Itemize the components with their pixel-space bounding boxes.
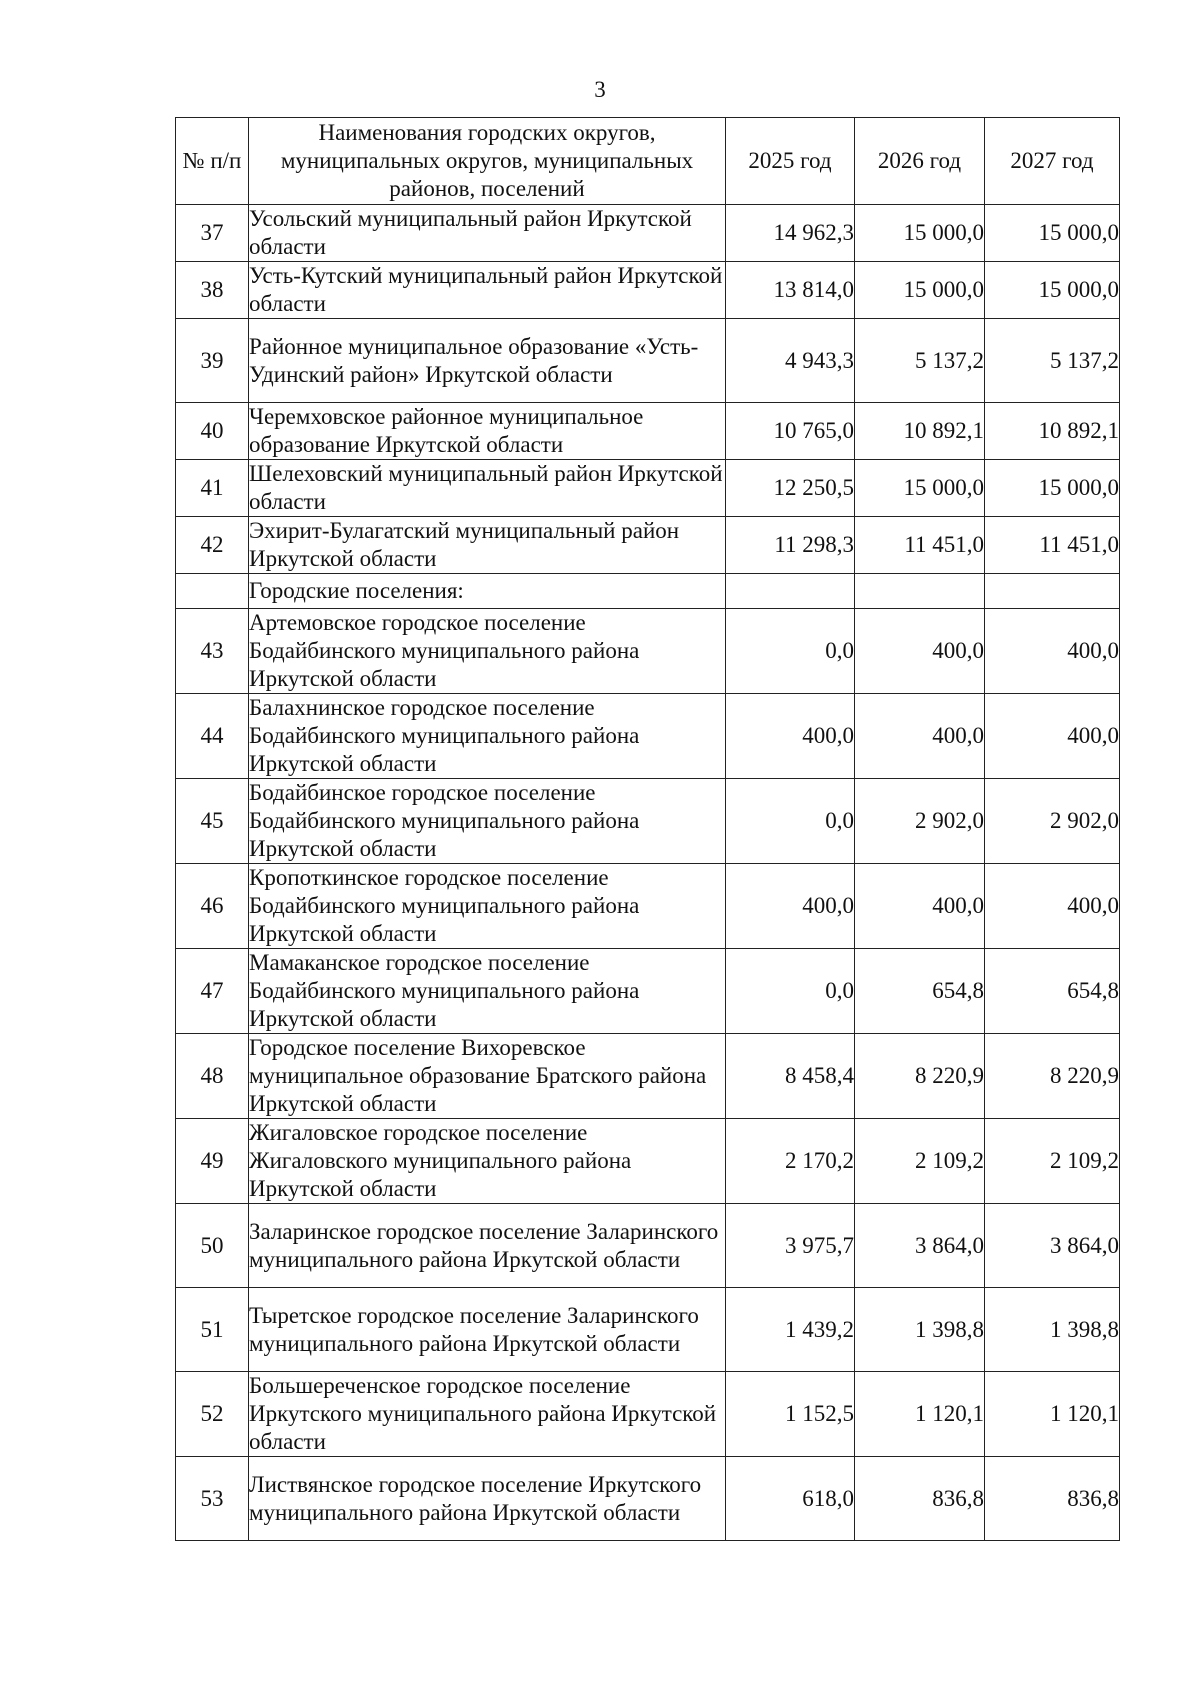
- value-2026: 15 000,0: [855, 460, 985, 517]
- table-row: [176, 205, 1120, 262]
- value-2025: 11 298,3: [726, 517, 855, 574]
- row-name: Листвянское городское поселение Иркутского муниципального района Иркутской области: [249, 1457, 726, 1541]
- section-row: [176, 574, 1120, 609]
- table-row: [176, 262, 1120, 319]
- row-name: Балахнинское городское поселение Бодайбинского муниципального района Иркутской области: [249, 694, 726, 779]
- value-2027: 2 902,0: [985, 779, 1120, 864]
- value-2025: 13 814,0: [726, 262, 855, 319]
- value-2026: 1 398,8: [855, 1288, 985, 1372]
- value-2025: 1 439,2: [726, 1288, 855, 1372]
- value-2025: 14 962,3: [726, 205, 855, 262]
- row-number: 42: [176, 517, 249, 574]
- value-2026: 400,0: [855, 694, 985, 779]
- value-2025: 3 975,7: [726, 1204, 855, 1288]
- row-name: Кропоткинское городское поселение Бодайбинского муниципального района Иркутской области: [249, 864, 726, 949]
- value-2026: 2 902,0: [855, 779, 985, 864]
- value-2025: 10 765,0: [726, 403, 855, 460]
- table-row: [176, 1372, 1120, 1457]
- table-row: [176, 1204, 1120, 1288]
- value-2027: 15 000,0: [985, 460, 1120, 517]
- row-number: 38: [176, 262, 249, 319]
- row-number: 44: [176, 694, 249, 779]
- value-2025: 0,0: [726, 609, 855, 694]
- row-number: 50: [176, 1204, 249, 1288]
- value-2026: 5 137,2: [855, 319, 985, 403]
- value-2025: 618,0: [726, 1457, 855, 1541]
- table-row: [176, 1119, 1120, 1204]
- value-2025: [726, 574, 855, 609]
- table-row: [176, 460, 1120, 517]
- value-2026: [855, 574, 985, 609]
- value-2025: 2 170,2: [726, 1119, 855, 1204]
- header-num: № п/п: [176, 118, 249, 205]
- table-row: [176, 1457, 1120, 1541]
- value-2027: 2 109,2: [985, 1119, 1120, 1204]
- row-number: 52: [176, 1372, 249, 1457]
- row-number: 53: [176, 1457, 249, 1541]
- value-2027: 400,0: [985, 609, 1120, 694]
- row-name: Бодайбинское городское поселение Бодайбинского муниципального района Иркутской области: [249, 779, 726, 864]
- row-number: 47: [176, 949, 249, 1034]
- row-name: Заларинское городское поселение Заларинского муниципального района Иркутской области: [249, 1204, 726, 1288]
- table-row: [176, 403, 1120, 460]
- value-2026: 1 120,1: [855, 1372, 985, 1457]
- row-number: 45: [176, 779, 249, 864]
- header-name: Наименования городских округов, муниципальных округов, муниципальных районов, поселений: [249, 118, 726, 205]
- value-2025: 400,0: [726, 864, 855, 949]
- value-2027: 400,0: [985, 694, 1120, 779]
- value-2025: 400,0: [726, 694, 855, 779]
- value-2027: 11 451,0: [985, 517, 1120, 574]
- value-2027: 3 864,0: [985, 1204, 1120, 1288]
- value-2026: 2 109,2: [855, 1119, 985, 1204]
- value-2027: 5 137,2: [985, 319, 1120, 403]
- value-2027: 836,8: [985, 1457, 1120, 1541]
- value-2025: 12 250,5: [726, 460, 855, 517]
- section-heading: Городские поселения:: [249, 574, 726, 609]
- page-number: 3: [594, 77, 606, 102]
- row-name: Усольский муниципальный район Иркутской области: [249, 205, 726, 262]
- value-2026: 654,8: [855, 949, 985, 1034]
- row-name: Жигаловское городское поселение Жигаловского муниципального района Иркутской области: [249, 1119, 726, 1204]
- row-number: 40: [176, 403, 249, 460]
- table-row: [176, 1034, 1120, 1119]
- row-name: Тыретское городское поселение Заларинского муниципального района Иркутской области: [249, 1288, 726, 1372]
- row-name: Мамаканское городское поселение Бодайбинского муниципального района Иркутской области: [249, 949, 726, 1034]
- value-2027: 400,0: [985, 864, 1120, 949]
- row-number: 48: [176, 1034, 249, 1119]
- row-number: 51: [176, 1288, 249, 1372]
- value-2026: 8 220,9: [855, 1034, 985, 1119]
- value-2027: [985, 574, 1120, 609]
- value-2026: 836,8: [855, 1457, 985, 1541]
- value-2027: 10 892,1: [985, 403, 1120, 460]
- row-name: Шелеховский муниципальный район Иркутской области: [249, 460, 726, 517]
- value-2027: 1 120,1: [985, 1372, 1120, 1457]
- row-number: 37: [176, 205, 249, 262]
- table-row: [176, 609, 1120, 694]
- row-name: Черемховское районное муниципальное образование Иркутской области: [249, 403, 726, 460]
- budget-table: [175, 117, 1120, 1541]
- header-2026: 2026 год: [855, 118, 985, 205]
- row-name: Усть-Кутский муниципальный район Иркутской области: [249, 262, 726, 319]
- value-2027: 15 000,0: [985, 262, 1120, 319]
- row-number: 46: [176, 864, 249, 949]
- value-2026: 15 000,0: [855, 262, 985, 319]
- row-number: 39: [176, 319, 249, 403]
- row-number: 49: [176, 1119, 249, 1204]
- table-row: [176, 1288, 1120, 1372]
- header-2025: 2025 год: [726, 118, 855, 205]
- table-row: [176, 694, 1120, 779]
- row-name: Эхирит-Булагатский муниципальный район Иркутской области: [249, 517, 726, 574]
- value-2025: 0,0: [726, 779, 855, 864]
- value-2027: 15 000,0: [985, 205, 1120, 262]
- value-2027: 1 398,8: [985, 1288, 1120, 1372]
- value-2026: 10 892,1: [855, 403, 985, 460]
- value-2027: 654,8: [985, 949, 1120, 1034]
- row-number: [176, 574, 249, 609]
- row-number: 43: [176, 609, 249, 694]
- value-2025: 8 458,4: [726, 1034, 855, 1119]
- value-2027: 8 220,9: [985, 1034, 1120, 1119]
- row-name: Большереченское городское поселение Иркутского муниципального района Иркутской области: [249, 1372, 726, 1457]
- value-2025: 4 943,3: [726, 319, 855, 403]
- value-2025: 0,0: [726, 949, 855, 1034]
- value-2026: 400,0: [855, 609, 985, 694]
- row-name: Городское поселение Вихоревское муниципальное образование Братского района Иркутской области: [249, 1034, 726, 1119]
- value-2026: 3 864,0: [855, 1204, 985, 1288]
- table-row: [176, 779, 1120, 864]
- row-name: Артемовское городское поселение Бодайбинского муниципального района Иркутской области: [249, 609, 726, 694]
- table-row: [176, 864, 1120, 949]
- value-2025: 1 152,5: [726, 1372, 855, 1457]
- header-2027: 2027 год: [985, 118, 1120, 205]
- value-2026: 400,0: [855, 864, 985, 949]
- row-number: 41: [176, 460, 249, 517]
- table-header-row: [176, 118, 1120, 205]
- table-row: [176, 949, 1120, 1034]
- value-2026: 11 451,0: [855, 517, 985, 574]
- value-2026: 15 000,0: [855, 205, 985, 262]
- table-row: [176, 319, 1120, 403]
- row-name: Районное муниципальное образование «Усть-Удинский район» Иркутской области: [249, 319, 726, 403]
- table-row: [176, 517, 1120, 574]
